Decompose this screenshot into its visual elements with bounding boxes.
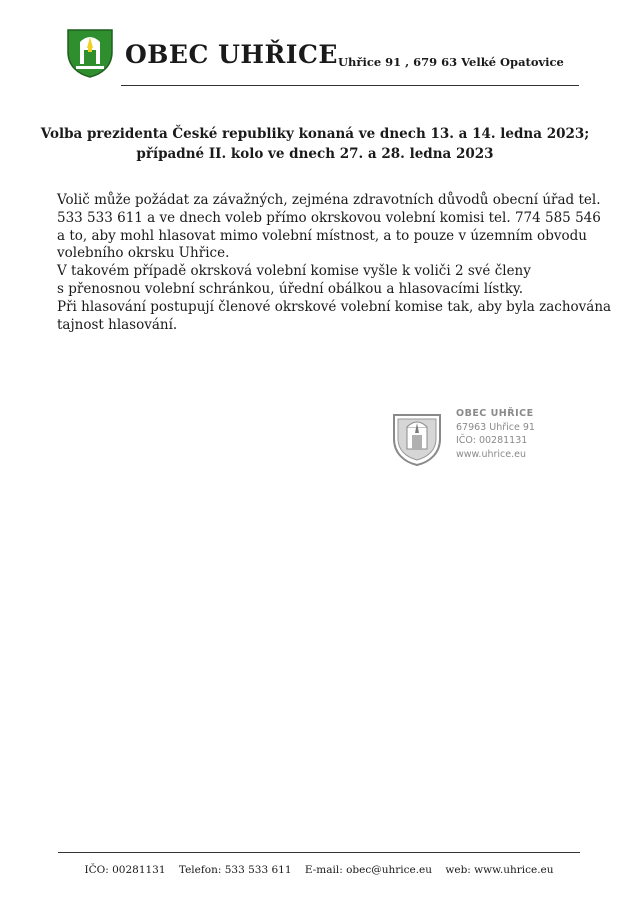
- footer-phone: Telefon: 533 533 611: [178, 864, 292, 876]
- stamp-name: OBEC UHŘICE: [456, 408, 534, 419]
- header-divider: [121, 85, 579, 86]
- footer: [58, 864, 580, 876]
- stamp-web: www.uhrice.eu: [456, 448, 526, 460]
- stamp-ico: IČO: 00281131: [456, 435, 528, 446]
- organization-address: Uhřice 91 , 679 63 Velké Opatovice: [338, 55, 564, 69]
- document-title: [40, 124, 590, 164]
- body-line: Při hlasování postupují členové okrskové volební komise tak, aby byla zachována: [57, 298, 612, 315]
- body-line: Volič může požádat za závažných, zejména zdravotních důvodů obecní úřad tel.: [57, 192, 601, 208]
- body-line: V takovém případě okrsková volební komise vyšle k voliči 2 své členy: [57, 263, 531, 280]
- document-body: [57, 192, 612, 334]
- body-line: volebního okrsku Uhřice.: [57, 245, 230, 262]
- body-line: 533 533 611 a ve dnech voleb přímo okrskovou volební komisi tel. 774 585 546: [57, 209, 601, 226]
- title-line-1: Volba prezidenta České republiky konaná ve dnech 13. a 14. ledna 2023;: [40, 126, 590, 142]
- stamp-address: 67963 Uhřice 91: [456, 421, 535, 433]
- body-line: tajnost hlasování.: [57, 316, 178, 333]
- body-line: a to, aby mohl hlasovat mimo volební místnost, a to pouze v územním obvodu: [57, 227, 587, 244]
- body-line: s přenosnou volební schránkou, úřední obálkou a hlasovacími lístky.: [57, 280, 524, 297]
- stamp-emblem-icon: [392, 411, 442, 467]
- organization-name: OBEC UHŘICE: [125, 40, 338, 69]
- footer-email: E-mail: obec@uhrice.eu: [304, 864, 433, 876]
- title-line-2: případné II. kolo ve dnech 27. a 28. ledna 2023: [136, 146, 494, 162]
- footer-ico: IČO: 00281131: [84, 864, 166, 876]
- coat-of-arms-icon: [66, 28, 114, 78]
- footer-web: web: www.uhrice.eu: [445, 864, 554, 876]
- footer-divider: [58, 852, 580, 853]
- official-stamp: [392, 405, 592, 475]
